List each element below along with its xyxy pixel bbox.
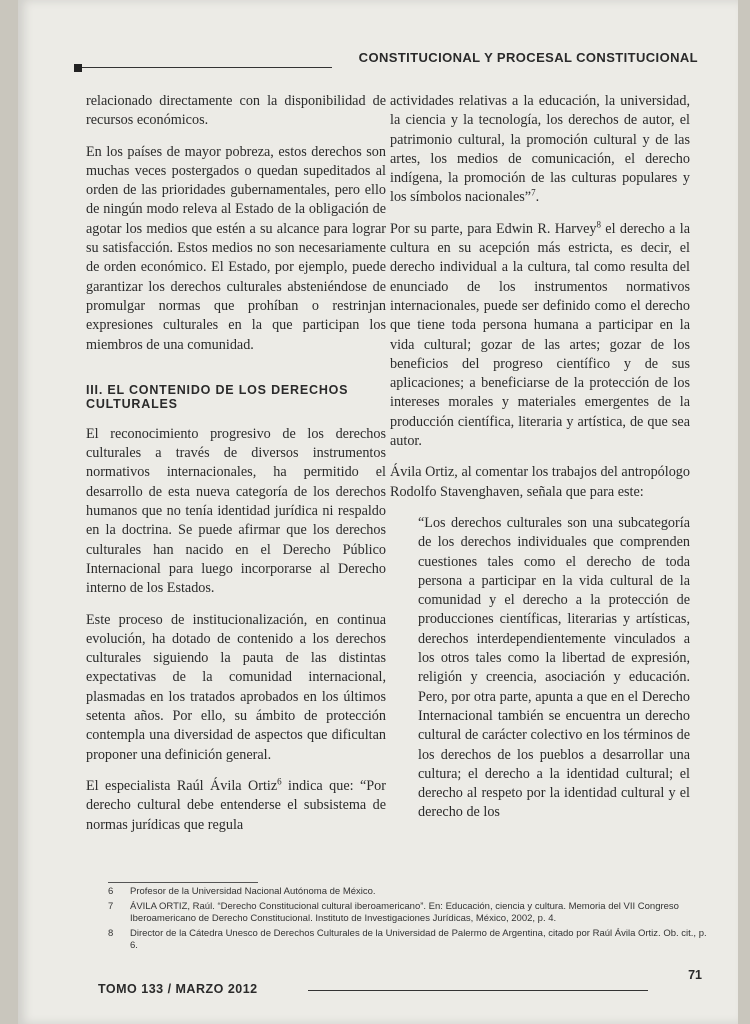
footnotes (108, 886, 708, 955)
paragraph: relacionado directamente con la disponibilidad de recursos económicos. (86, 93, 386, 129)
footnote-number: 6 (108, 886, 114, 897)
running-header (74, 50, 698, 74)
text-run: Por su parte, para Edwin R. Harvey (390, 220, 597, 237)
footnote-text: Director de la Cátedra Unesco de Derechos Culturales de la Universidad de Palermo de Argentina, citado por Raúl Ávila Ortiz. Ob. cit., p. 6. (130, 927, 707, 951)
footnote (108, 901, 708, 926)
running-footer (98, 968, 702, 998)
document-page (18, 0, 738, 1024)
footnote-text: ÁVILA ORTIZ, Raúl. “Derecho Constitucional cultural iberoamericano”. En: Educación, ciencia y cultura. Memoria del VII Congreso Iberoamericano de Derecho Constitucional. Instituto de Investigaciones Jurídicas, México, 2002, p. 4. (130, 900, 679, 924)
paragraph (390, 220, 690, 452)
header-title: CONSTITUCIONAL Y PROCESAL CONSTITUCIONAL (358, 50, 698, 65)
block-quote: “Los derechos culturales son una subcategoría de los derechos individuales que comprenden cuestiones tales como el derecho de toda persona a participar en la vida cultural de la comunidad y el derecho a la protección de producciones científicas, literarias y artísticas, derechos interdependientemente vinculados a los otros tales como la libertad de expresión, religión y creencia, asociación y educación. Pero, por otra parte, apunta a que en el Derecho Internacional también se encuentra un derecho cultural de carácter colectivo en los términos de los derechos de los pueblos a desarrollar una cultura; el derecho a la identidad cultural; el derecho al respeto por la identidad cultural y el derecho de los (418, 514, 690, 821)
text-run: actividades relativas a la educación, la universidad, la ciencia y la tecnología, los derechos de autor, el patrimonio cultural, la promoción cultural y de las artes, los medios de comunicación, el derecho indígena, la promoción de las culturas populares y los símbolos nacionales” (390, 93, 690, 206)
paragraph: En los países de mayor pobreza, estos derechos son muchas veces postergados o quedan supeditados al orden de las prioridades gubernamentales, pero ello de ningún modo releva al Estado de la obligación de agotar los medios que estén a su alcance para lograr su satisfacción. Estos medios no son necesariamente de orden económico. El Estado, por ejemplo, puede garantizar los derechos culturales absteniéndose de promulgar normas que prohíban o restrinjan expresiones culturales en la que participan los miembros de una comunidad. (86, 143, 386, 353)
text-run: . (535, 189, 540, 206)
footnote-number: 7 (108, 900, 114, 912)
left-column (86, 92, 386, 847)
header-rule (82, 67, 332, 68)
footnote-rule (108, 882, 258, 883)
right-column (390, 92, 690, 823)
paragraph: Este proceso de institucionalización, en continua evolución, ha dotado de contenido a los derechos culturales siguiendo la pauta de las distintas expectativas de la comunidad internacional, plasmadas en los tratados aprobados en los últimos setenta años. Por ello, su ámbito de protección contempla una diversidad de aspectos que dificultan proponer una definición general. (86, 611, 386, 763)
footnote-ref: 8 (596, 219, 601, 230)
paragraph: El reconocimiento progresivo de los derechos culturales a través de diversos instrumentos normativos internacionales, ha permitido el desarrollo de esta nueva categoría de los derechos humanos que no tenía identidad jurídica ni respaldo en la doctrina. Se puede afirmar que los derechos culturales han nacido en el Derecho Público Internacional para luego incorporarse al Derecho interno de los Estados. (86, 425, 386, 597)
header-square-mark (74, 64, 82, 72)
issue-label: TOMO 133 / MARZO 2012 (98, 982, 258, 996)
paragraph: Ávila Ortiz, al comentar los trabajos del antropólogo Rodolfo Stavenghaven, señala que para este: (390, 464, 690, 500)
text-run: El especialista Raúl Ávila Ortiz (86, 777, 278, 794)
section-heading: III. EL CONTENIDO DE LOS DERECHOS CULTURALES (86, 382, 349, 411)
footer-rule (308, 990, 648, 991)
footnote-ref: 6 (277, 776, 282, 787)
paragraph (86, 777, 386, 835)
text-run: el derecho a la cultura en su acepción más estricta, es decir, el derecho individual a la cultura, tal como resulta del enunciado de los instrumentos normativos internacionales, puede ser definido como el derecho que tiene toda persona humana a participar en la vida cultural; gozar de las artes; gozar de los beneficios del progreso científico y de sus aplicaciones; a beneficiarse de la protección de los intereses morales y materiales emergentes de la producción científica, literaria y artística, de que sea autor. (390, 220, 690, 450)
footnote-text: Profesor de la Universidad Nacional Autónoma de México. (130, 886, 376, 897)
footnote-ref: 7 (531, 187, 536, 198)
footnote (108, 928, 708, 953)
footnote (108, 886, 708, 899)
text-run: indica que: “Por derecho cultural debe entenderse el subsistema de normas jurídicas que regula (86, 777, 386, 833)
paragraph (390, 92, 690, 208)
footnote-number: 8 (108, 927, 114, 939)
page-number: 71 (688, 968, 702, 982)
